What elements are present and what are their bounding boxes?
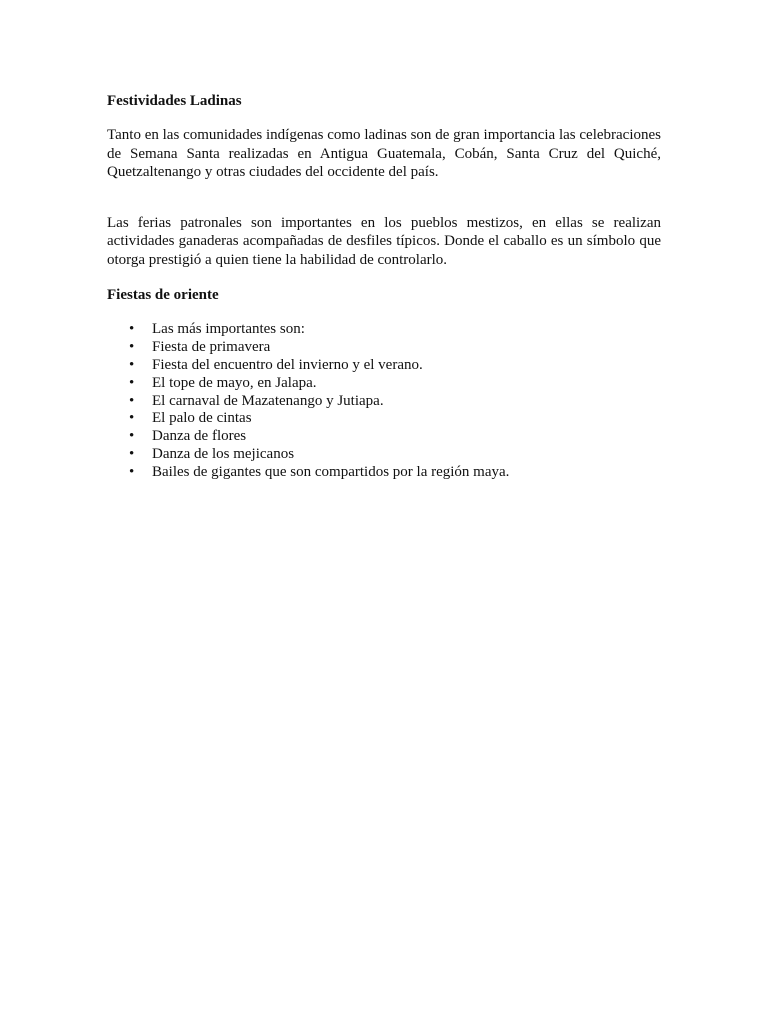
- list-item: [107, 339, 661, 357]
- bullet-icon: •: [129, 374, 135, 391]
- list-item-text: Danza de los mejicanos: [152, 445, 295, 462]
- list-item: [107, 375, 661, 393]
- bullet-icon: •: [129, 445, 135, 462]
- list-item-text: Danza de flores: [152, 428, 247, 445]
- list-item-text: Las más importantes son:: [152, 321, 305, 338]
- bullet-icon: •: [129, 392, 135, 409]
- document-page: [107, 92, 661, 482]
- list-item-text: Fiesta del encuentro del invierno y el verano.: [152, 356, 423, 373]
- list-item: [107, 410, 661, 428]
- bullet-icon: •: [129, 428, 135, 445]
- list-item-text: El tope de mayo, en Jalapa.: [152, 374, 317, 391]
- paragraph-ferias-patronales: Las ferias patronales son importantes en los pueblos mestizos, en ellas se realizan actividades ganaderas acompañadas de desfiles típicos. Donde el caballo es un símbolo que otorga prestigió a quien tiene la habilidad de controlarlo.: [107, 215, 661, 268]
- paragraph-semana-santa: Tanto en las comunidades indígenas como ladinas son de gran importancia las celebraciones de Semana Santa realizadas en Antigua Guatemala, Cobán, Santa Cruz del Quiché, Quetzaltenango y otras ciudades del occidente del país.: [107, 127, 661, 180]
- bullet-icon: •: [129, 463, 135, 480]
- list-item-text: Bailes de gigantes que son compartidos por la región maya.: [152, 463, 510, 480]
- bullet-icon: •: [129, 356, 135, 373]
- bullet-icon: •: [129, 410, 135, 427]
- bullet-icon: •: [129, 321, 135, 338]
- list-item: [107, 357, 661, 375]
- section-heading-festividades-ladinas: Festividades Ladinas: [107, 93, 242, 109]
- festivities-list: [107, 321, 661, 481]
- list-item: [107, 446, 661, 464]
- section-heading-fiestas-de-oriente: Fiestas de oriente: [107, 287, 219, 304]
- list-item-text: Fiesta de primavera: [152, 339, 271, 356]
- list-item: [107, 321, 661, 339]
- list-item-text: El carnaval de Mazatenango y Jutiapa.: [152, 392, 384, 409]
- list-item: [107, 428, 661, 446]
- list-item: [107, 464, 661, 482]
- bullet-icon: •: [129, 339, 135, 356]
- list-item-text: El palo de cintas: [152, 410, 252, 427]
- list-item: [107, 393, 661, 411]
